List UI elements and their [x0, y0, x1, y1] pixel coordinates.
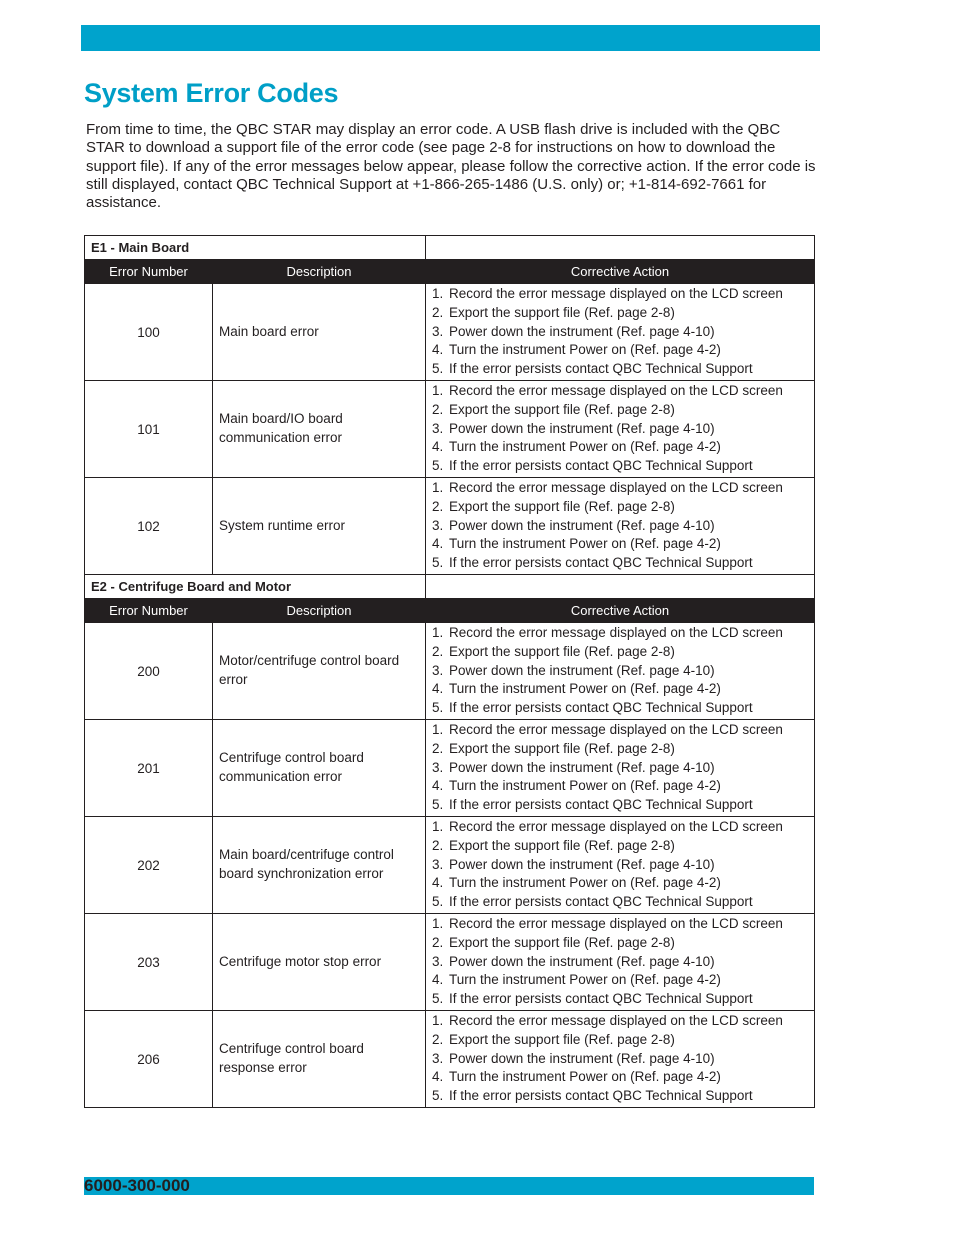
description-cell: Motor/centrifuge control board error	[213, 623, 426, 720]
document-number: 6000-300-000	[84, 1176, 190, 1195]
table-row	[85, 817, 815, 914]
step-number: 2.	[432, 934, 444, 950]
step-number: 1.	[432, 286, 444, 301]
corrective-action-step	[432, 721, 814, 740]
corrective-action-step	[432, 498, 814, 517]
step-text: Export the support file (Ref. page 2-8)	[449, 1031, 675, 1047]
step-text: Record the error message displayed on the LCD screen	[449, 1013, 783, 1028]
corrective-action-cell	[426, 1011, 815, 1108]
corrective-action-step	[432, 554, 814, 573]
corrective-action-step	[432, 360, 814, 379]
step-text: Export the support file (Ref. page 2-8)	[449, 837, 675, 853]
table-row	[85, 623, 815, 720]
corrective-action-step	[432, 796, 814, 815]
step-number: 2.	[432, 837, 444, 853]
corrective-action-list	[432, 1012, 814, 1106]
step-text: Turn the instrument Power on (Ref. page 4-2)	[449, 342, 721, 358]
step-number: 4.	[432, 439, 444, 455]
corrective-action-step	[432, 1012, 814, 1031]
corrective-action-list	[432, 818, 814, 912]
corrective-action-step	[432, 990, 814, 1009]
corrective-action-cell	[426, 817, 815, 914]
step-number: 4.	[432, 1069, 444, 1085]
step-number: 2.	[432, 304, 444, 320]
step-text: If the error persists contact QBC Technical Support	[449, 991, 753, 1007]
corrective-action-list	[432, 624, 814, 718]
corrective-action-step	[432, 304, 814, 323]
section-title: E1 - Main Board	[85, 236, 426, 260]
corrective-action-step	[432, 285, 814, 304]
step-text: Power down the instrument (Ref. page 4-10)	[449, 420, 715, 436]
column-header-row	[85, 599, 815, 623]
step-number: 1.	[432, 625, 444, 640]
step-number: 1.	[432, 1013, 444, 1028]
step-text: Record the error message displayed on the LCD screen	[449, 722, 783, 737]
column-header-row	[85, 260, 815, 284]
header-error-number: Error Number	[85, 260, 213, 284]
step-text: Power down the instrument (Ref. page 4-10)	[449, 759, 715, 775]
corrective-action-cell	[426, 478, 815, 575]
error-number-cell: 102	[85, 478, 213, 575]
corrective-action-step	[432, 971, 814, 990]
table-row	[85, 720, 815, 817]
step-text: Export the support file (Ref. page 2-8)	[449, 498, 675, 514]
error-number-cell: 203	[85, 914, 213, 1011]
step-number: 2.	[432, 498, 444, 514]
step-number: 5.	[432, 555, 444, 571]
corrective-action-step	[432, 915, 814, 934]
corrective-action-step	[432, 1031, 814, 1050]
step-text: If the error persists contact QBC Technical Support	[449, 1088, 753, 1104]
corrective-action-step	[432, 624, 814, 643]
step-number: 5.	[432, 991, 444, 1007]
corrective-action-step	[432, 341, 814, 360]
step-text: Turn the instrument Power on (Ref. page 4-2)	[449, 439, 721, 455]
step-number: 2.	[432, 1031, 444, 1047]
corrective-action-step	[432, 1068, 814, 1087]
step-text: Turn the instrument Power on (Ref. page 4-2)	[449, 681, 721, 697]
intro-paragraph: From time to time, the QBC STAR may display an error code. A USB flash drive is included with the QBC STAR to download a support file of the error code (see page 2-8 for instructions on how to download the support file). If any of the error messages below appear, please follow the corrective action. If the error code is still displayed, contact QBC Technical Support at +1-866-265-1486 (U.S. only) or; +1-814-692-7661 for assistance.	[86, 121, 816, 212]
error-number-cell: 201	[85, 720, 213, 817]
step-text: If the error persists contact QBC Technical Support	[449, 361, 753, 377]
corrective-action-step	[432, 934, 814, 953]
table-row	[85, 478, 815, 575]
corrective-action-cell	[426, 914, 815, 1011]
error-number-cell: 200	[85, 623, 213, 720]
description-cell: Centrifuge control board response error	[213, 1011, 426, 1108]
step-number: 2.	[432, 401, 444, 417]
step-number: 5.	[432, 361, 444, 377]
corrective-action-step	[432, 856, 814, 875]
step-text: Turn the instrument Power on (Ref. page 4-2)	[449, 875, 721, 891]
description-cell: Centrifuge motor stop error	[213, 914, 426, 1011]
step-number: 2.	[432, 643, 444, 659]
step-number: 2.	[432, 740, 444, 756]
corrective-action-step	[432, 874, 814, 893]
step-number: 3.	[432, 759, 444, 775]
corrective-action-step	[432, 401, 814, 420]
corrective-action-step	[432, 759, 814, 778]
corrective-action-step	[432, 1050, 814, 1069]
step-text: Record the error message displayed on the LCD screen	[449, 625, 783, 640]
corrective-action-step	[432, 818, 814, 837]
table-row	[85, 284, 815, 381]
corrective-action-step	[432, 777, 814, 796]
step-number: 1.	[432, 383, 444, 398]
error-codes-table	[84, 235, 815, 1108]
step-number: 5.	[432, 1088, 444, 1104]
error-number-cell: 100	[85, 284, 213, 381]
corrective-action-step	[432, 457, 814, 476]
step-number: 4.	[432, 536, 444, 552]
corrective-action-step	[432, 382, 814, 401]
header-error-number: Error Number	[85, 599, 213, 623]
step-number: 1.	[432, 916, 444, 931]
corrective-action-cell	[426, 381, 815, 478]
step-number: 3.	[432, 517, 444, 533]
step-text: Turn the instrument Power on (Ref. page 4-2)	[449, 1069, 721, 1085]
corrective-action-list	[432, 721, 814, 815]
step-text: Record the error message displayed on the LCD screen	[449, 383, 783, 398]
header-corrective-action: Corrective Action	[426, 260, 815, 284]
corrective-action-step	[432, 535, 814, 554]
error-number-cell: 101	[85, 381, 213, 478]
section-title: E2 - Centrifuge Board and Motor	[85, 575, 426, 599]
error-codes-table-body	[85, 236, 815, 1108]
step-number: 1.	[432, 819, 444, 834]
header-corrective-action: Corrective Action	[426, 599, 815, 623]
step-text: If the error persists contact QBC Technical Support	[449, 700, 753, 716]
corrective-action-step	[432, 662, 814, 681]
table-row	[85, 914, 815, 1011]
description-cell: Centrifuge control board communication error	[213, 720, 426, 817]
step-number: 3.	[432, 1050, 444, 1066]
corrective-action-cell	[426, 623, 815, 720]
step-number: 3.	[432, 323, 444, 339]
step-text: Power down the instrument (Ref. page 4-10)	[449, 323, 715, 339]
step-text: Turn the instrument Power on (Ref. page 4-2)	[449, 778, 721, 794]
step-number: 4.	[432, 778, 444, 794]
error-number-cell: 206	[85, 1011, 213, 1108]
corrective-action-step	[432, 1087, 814, 1106]
step-text: If the error persists contact QBC Technical Support	[449, 894, 753, 910]
section-blank-cell	[426, 236, 815, 260]
step-number: 3.	[432, 953, 444, 969]
step-text: Record the error message displayed on the LCD screen	[449, 916, 783, 931]
section-row	[85, 575, 815, 599]
step-text: If the error persists contact QBC Technical Support	[449, 797, 753, 813]
header-description: Description	[213, 599, 426, 623]
step-text: Export the support file (Ref. page 2-8)	[449, 740, 675, 756]
step-text: Power down the instrument (Ref. page 4-10)	[449, 953, 715, 969]
step-text: Turn the instrument Power on (Ref. page 4-2)	[449, 972, 721, 988]
corrective-action-step	[432, 438, 814, 457]
step-text: Export the support file (Ref. page 2-8)	[449, 643, 675, 659]
description-cell: System runtime error	[213, 478, 426, 575]
corrective-action-list	[432, 915, 814, 1009]
corrective-action-list	[432, 285, 814, 379]
corrective-action-list	[432, 382, 814, 476]
step-number: 4.	[432, 681, 444, 697]
error-number-cell: 202	[85, 817, 213, 914]
corrective-action-step	[432, 893, 814, 912]
header-bar	[81, 25, 820, 51]
step-text: Export the support file (Ref. page 2-8)	[449, 401, 675, 417]
page-title: System Error Codes	[84, 78, 339, 108]
step-number: 5.	[432, 894, 444, 910]
step-number: 4.	[432, 875, 444, 891]
step-number: 5.	[432, 797, 444, 813]
step-text: Power down the instrument (Ref. page 4-10)	[449, 517, 715, 533]
step-number: 4.	[432, 342, 444, 358]
corrective-action-step	[432, 517, 814, 536]
corrective-action-cell	[426, 284, 815, 381]
header-description: Description	[213, 260, 426, 284]
section-row	[85, 236, 815, 260]
corrective-action-step	[432, 643, 814, 662]
section-blank-cell	[426, 575, 815, 599]
step-text: Record the error message displayed on the LCD screen	[449, 480, 783, 495]
corrective-action-step	[432, 420, 814, 439]
step-number: 3.	[432, 662, 444, 678]
description-cell: Main board/centrifuge control board synchronization error	[213, 817, 426, 914]
step-text: Turn the instrument Power on (Ref. page 4-2)	[449, 536, 721, 552]
table-row	[85, 1011, 815, 1108]
corrective-action-step	[432, 479, 814, 498]
step-text: Export the support file (Ref. page 2-8)	[449, 304, 675, 320]
step-text: Power down the instrument (Ref. page 4-10)	[449, 1050, 715, 1066]
step-text: Export the support file (Ref. page 2-8)	[449, 934, 675, 950]
step-number: 3.	[432, 856, 444, 872]
corrective-action-step	[432, 699, 814, 718]
description-cell: Main board/IO board communication error	[213, 381, 426, 478]
step-text: Power down the instrument (Ref. page 4-10)	[449, 856, 715, 872]
corrective-action-step	[432, 837, 814, 856]
description-cell: Main board error	[213, 284, 426, 381]
step-number: 1.	[432, 722, 444, 737]
step-text: Power down the instrument (Ref. page 4-10)	[449, 662, 715, 678]
step-number: 1.	[432, 480, 444, 495]
corrective-action-cell	[426, 720, 815, 817]
corrective-action-step	[432, 740, 814, 759]
table-row	[85, 381, 815, 478]
corrective-action-step	[432, 680, 814, 699]
step-text: Record the error message displayed on the LCD screen	[449, 286, 783, 301]
corrective-action-step	[432, 953, 814, 972]
step-number: 5.	[432, 458, 444, 474]
corrective-action-list	[432, 479, 814, 573]
footer-bar	[84, 1177, 814, 1195]
step-number: 5.	[432, 700, 444, 716]
step-text: Record the error message displayed on the LCD screen	[449, 819, 783, 834]
step-text: If the error persists contact QBC Technical Support	[449, 555, 753, 571]
step-text: If the error persists contact QBC Technical Support	[449, 458, 753, 474]
corrective-action-step	[432, 323, 814, 342]
step-number: 3.	[432, 420, 444, 436]
step-number: 4.	[432, 972, 444, 988]
